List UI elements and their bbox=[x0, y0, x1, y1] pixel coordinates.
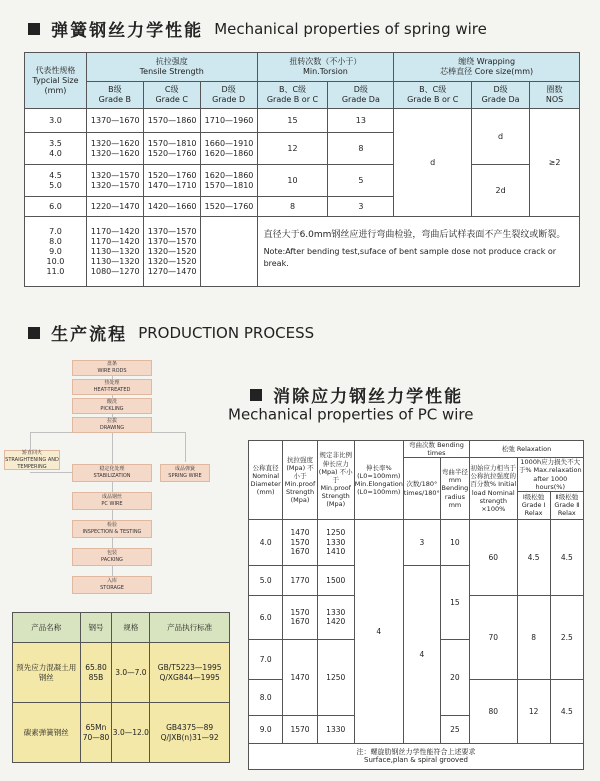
grade1-relax-cell: 12 bbox=[517, 679, 550, 743]
grade-d-cell bbox=[200, 217, 257, 287]
grade-b-header: B级 Grade B bbox=[86, 82, 143, 109]
flow-straightening: 矫直回火 STRAIGHTENING AND TEMPERING bbox=[5, 449, 59, 470]
title-square-icon bbox=[28, 23, 40, 35]
turns-header: 圈数 NOS bbox=[530, 82, 580, 109]
torsion-d-cell: 5 bbox=[328, 165, 394, 197]
bend-times-cell: 3 bbox=[403, 519, 440, 565]
proof-header: 规定非比例伸长应力(Mpa) 不小于 Min.proof Strength (Mpa) bbox=[317, 441, 354, 520]
initial-load-cell: 60 bbox=[470, 519, 517, 595]
table-row bbox=[249, 519, 584, 565]
torsion-bc-cell: 15 bbox=[257, 109, 328, 133]
elongation-cell: 4 bbox=[354, 519, 403, 743]
initial-load-cell: 80 bbox=[470, 679, 517, 743]
section2-title-en: PRODUCTION PROCESS bbox=[138, 323, 315, 342]
flow-step-pickling: 酸洗 PICKLING bbox=[72, 398, 152, 414]
tensile-cell: 1770 bbox=[283, 565, 317, 595]
bend-radius-cell: 25 bbox=[440, 715, 469, 743]
grade1-relax-cell: 8 bbox=[517, 595, 550, 679]
proof-cell: 1250 1330 1410 bbox=[317, 519, 354, 565]
diameter-cell: 5.0 bbox=[249, 565, 283, 595]
tensile-header: 抗拉强度 Tensile Strength bbox=[86, 53, 257, 82]
size-cell: 3.5 4.0 bbox=[25, 133, 87, 165]
grade-d-cell: 1520—1760 bbox=[200, 197, 257, 217]
size-cell: 6.0 bbox=[25, 197, 87, 217]
initial-load-cell: 70 bbox=[470, 595, 517, 679]
tensile-header: 抗拉强度(Mpa) 不小于 Min.proof Strength (Mpa) bbox=[283, 441, 317, 520]
spec-cell: 3.0—12.0 bbox=[112, 703, 150, 763]
grade-d-cell: 1710—1960 bbox=[200, 109, 257, 133]
title-square-icon bbox=[250, 389, 262, 401]
wrap-d-cell: d bbox=[472, 109, 530, 165]
product-standards-table bbox=[12, 612, 230, 763]
size-cell: 4.5 5.0 bbox=[25, 165, 87, 197]
grade-c-cell: 1570—1860 bbox=[143, 109, 200, 133]
grade-b-cell: 1320—1570 1320—1570 bbox=[86, 165, 143, 197]
product-name-header: 产品名称 bbox=[13, 613, 81, 643]
tensile-cell: 1570 bbox=[283, 715, 317, 743]
tensile-cell: 1570 1670 bbox=[283, 595, 317, 639]
torsion-d-header: D级 Grade Da bbox=[328, 82, 394, 109]
title-square-icon bbox=[28, 327, 40, 339]
diameter-cell: 8.0 bbox=[249, 679, 283, 715]
wrap-bc-header: B、C级 Grade B or C bbox=[394, 82, 472, 109]
grade-c-cell: 1370—1570 1370—1570 1320—1520 1320—1520 1270—1470 bbox=[143, 217, 200, 287]
table-row bbox=[13, 643, 230, 703]
diameter-cell: 7.0 bbox=[249, 639, 283, 679]
torsion-bc-header: B、C级 Grade B or C bbox=[257, 82, 328, 109]
spec-header: 代表性规格 Typcial Size (mm) bbox=[25, 53, 87, 109]
bend-radius-cell: 15 bbox=[440, 565, 469, 639]
flow-packing: 包装 PACKING bbox=[72, 548, 152, 566]
flow-storage: 入库 STORAGE bbox=[72, 576, 152, 594]
diameter-cell: 6.0 bbox=[249, 595, 283, 639]
tensile-cell: 1470 bbox=[283, 639, 317, 715]
flow-pc-wire: 成品钢丝 PC WIRE bbox=[72, 492, 152, 510]
grade-d-cell: 1620—1860 1570—1810 bbox=[200, 165, 257, 197]
flow-spring-wire: 成品弹簧 SPRING WIRE bbox=[160, 464, 210, 482]
diameter-cell: 4.0 bbox=[249, 519, 283, 565]
grade2-relax-cell: 4.5 bbox=[550, 679, 583, 743]
bending-header: 弯曲次数 Bending times bbox=[403, 441, 469, 458]
spec-header: 规格 bbox=[112, 613, 150, 643]
table-row bbox=[13, 703, 230, 763]
pc-wire-note: 注：螺旋肋钢丝力学性能符合上述要求 Surface,plan & spiral grooved bbox=[249, 743, 584, 769]
spec-cell: 3.0—7.0 bbox=[112, 643, 150, 703]
torsion-d-cell: 3 bbox=[328, 197, 394, 217]
grade-d-header: D级 Grade D bbox=[200, 82, 257, 109]
grade-b-cell: 1320—1620 1320—1620 bbox=[86, 133, 143, 165]
steel-grade-cell: 65.80 85B bbox=[80, 643, 112, 703]
proof-cell: 1330 bbox=[317, 715, 354, 743]
torsion-header: 扭转次数（不小于） Min.Torsion bbox=[257, 53, 394, 82]
proof-cell: 1330 1420 bbox=[317, 595, 354, 639]
bend-times-cell: 4 bbox=[403, 565, 440, 743]
turns-cell: ≥2 bbox=[530, 109, 580, 217]
diameter-cell: 9.0 bbox=[249, 715, 283, 743]
production-flowchart bbox=[0, 350, 230, 605]
initial-load-header: 初始应力相当于公称抗拉强度的百分数% Initial load Nominal strength ×100% bbox=[470, 458, 517, 520]
steel-grade-cell: 65Mn 70—80 bbox=[80, 703, 112, 763]
bend-radius-cell: 20 bbox=[440, 639, 469, 715]
wrap-bc-cell: d bbox=[394, 109, 472, 217]
section3-title-en: Mechanical properties of PC wire bbox=[228, 405, 474, 424]
grade-c-cell: 1520—1760 1470—1710 bbox=[143, 165, 200, 197]
section1-title-cn: 弹簧钢丝力学性能 bbox=[51, 21, 204, 41]
steel-grade-header: 钢号 bbox=[80, 613, 112, 643]
section1-title-en: Mechanical properties of spring wire bbox=[214, 19, 487, 38]
standard-cell: GB/T5223—1995 Q/XG844—1995 bbox=[150, 643, 230, 703]
wrap-d-cell: 2d bbox=[472, 165, 530, 217]
grade2-relax-cell: 2.5 bbox=[550, 595, 583, 679]
standard-header: 产品执行标准 bbox=[150, 613, 230, 643]
grade-b-cell: 1370—1670 bbox=[86, 109, 143, 133]
proof-cell: 1250 bbox=[317, 639, 354, 715]
table-row bbox=[25, 217, 580, 287]
torsion-bc-cell: 10 bbox=[257, 165, 328, 197]
flow-stabilization: 稳定化处理 STABILIZATION bbox=[72, 464, 152, 482]
flow-step-heat-treated: 热处理 HEAT-TREATED bbox=[72, 379, 152, 395]
grade1-relax-cell: 4.5 bbox=[517, 519, 550, 595]
flow-inspection: 检验 INSPECTION & TESTING bbox=[72, 520, 152, 538]
relaxation-header: 松弛 Relaxation bbox=[470, 441, 584, 458]
bend-radius-cell: 10 bbox=[440, 519, 469, 565]
flow-step-drawing: 拉拔 DRAWING bbox=[72, 417, 152, 433]
section2-title-cn: 生产流程 bbox=[51, 325, 128, 345]
grade-d-cell: 1660—1910 1620—1860 bbox=[200, 133, 257, 165]
product-name-cell: 预先应力混凝土用钢丝 bbox=[13, 643, 81, 703]
grade-c-cell: 1420—1660 bbox=[143, 197, 200, 217]
pc-wire-table bbox=[248, 440, 584, 770]
section2-title bbox=[28, 320, 314, 345]
section1-title bbox=[28, 16, 487, 41]
wrap-d-header: D级 Grade Da bbox=[472, 82, 530, 109]
table-row bbox=[25, 109, 580, 133]
flow-step-wire-rods: 盘条 WIRE RODS bbox=[72, 360, 152, 376]
grade2-relax-cell: 4.5 bbox=[550, 519, 583, 595]
table-row bbox=[25, 165, 580, 197]
size-cell: 3.0 bbox=[25, 109, 87, 133]
torsion-d-cell: 13 bbox=[328, 109, 394, 133]
bend-times-header: 次数/180° times/180° bbox=[403, 458, 440, 520]
grade2-relax-header: Ⅱ级松弛 Grade Ⅱ Relax bbox=[550, 491, 583, 519]
grade-c-cell: 1570—1810 1520—1760 bbox=[143, 133, 200, 165]
section3-title-cn: 消除应力钢丝力学性能 bbox=[273, 387, 464, 407]
proof-cell: 1500 bbox=[317, 565, 354, 595]
tensile-cell: 1470 1570 1670 bbox=[283, 519, 317, 565]
grade1-relax-header: Ⅰ级松弛 Grade Ⅰ Relax bbox=[517, 491, 550, 519]
product-name-cell: 碳素弹簧钢丝 bbox=[13, 703, 81, 763]
torsion-d-cell: 8 bbox=[328, 133, 394, 165]
grade-b-cell: 1220—1470 bbox=[86, 197, 143, 217]
grade-c-header: C级 Grade C bbox=[143, 82, 200, 109]
elongation-header: 伸长率% (L0=100mm) Min.Elongation (L0=100mm) bbox=[354, 441, 403, 520]
standard-cell: GB4375—89 Q/JXB(n)31—92 bbox=[150, 703, 230, 763]
bending-note: 直径大于6.0mm钢丝应进行弯曲检验，弯曲后试样表面不产生裂纹或断裂。 Note:After bending test,suface of bent sample dose not produce crack or break. bbox=[257, 217, 579, 287]
wrapping-header: 缠绕 Wrapping 芯棒直径 Core size(mm) bbox=[394, 53, 580, 82]
grade-b-cell: 1170—1420 1170—1420 1130—1320 1130—1320 1080—1270 bbox=[86, 217, 143, 287]
diameter-header: 公称直径 Nominal Diameter (mm) bbox=[249, 441, 283, 520]
torsion-bc-cell: 12 bbox=[257, 133, 328, 165]
size-cell: 7.0 8.0 9.0 10.0 11.0 bbox=[25, 217, 87, 287]
torsion-bc-cell: 8 bbox=[257, 197, 328, 217]
bend-radius-header: 弯曲半径 mm Bending radius mm bbox=[440, 458, 469, 520]
max-relaxation-header: 1000h应力损失不大于% Max.relaxation after 1000 hours(%) bbox=[518, 458, 582, 491]
spring-wire-table bbox=[24, 52, 580, 287]
